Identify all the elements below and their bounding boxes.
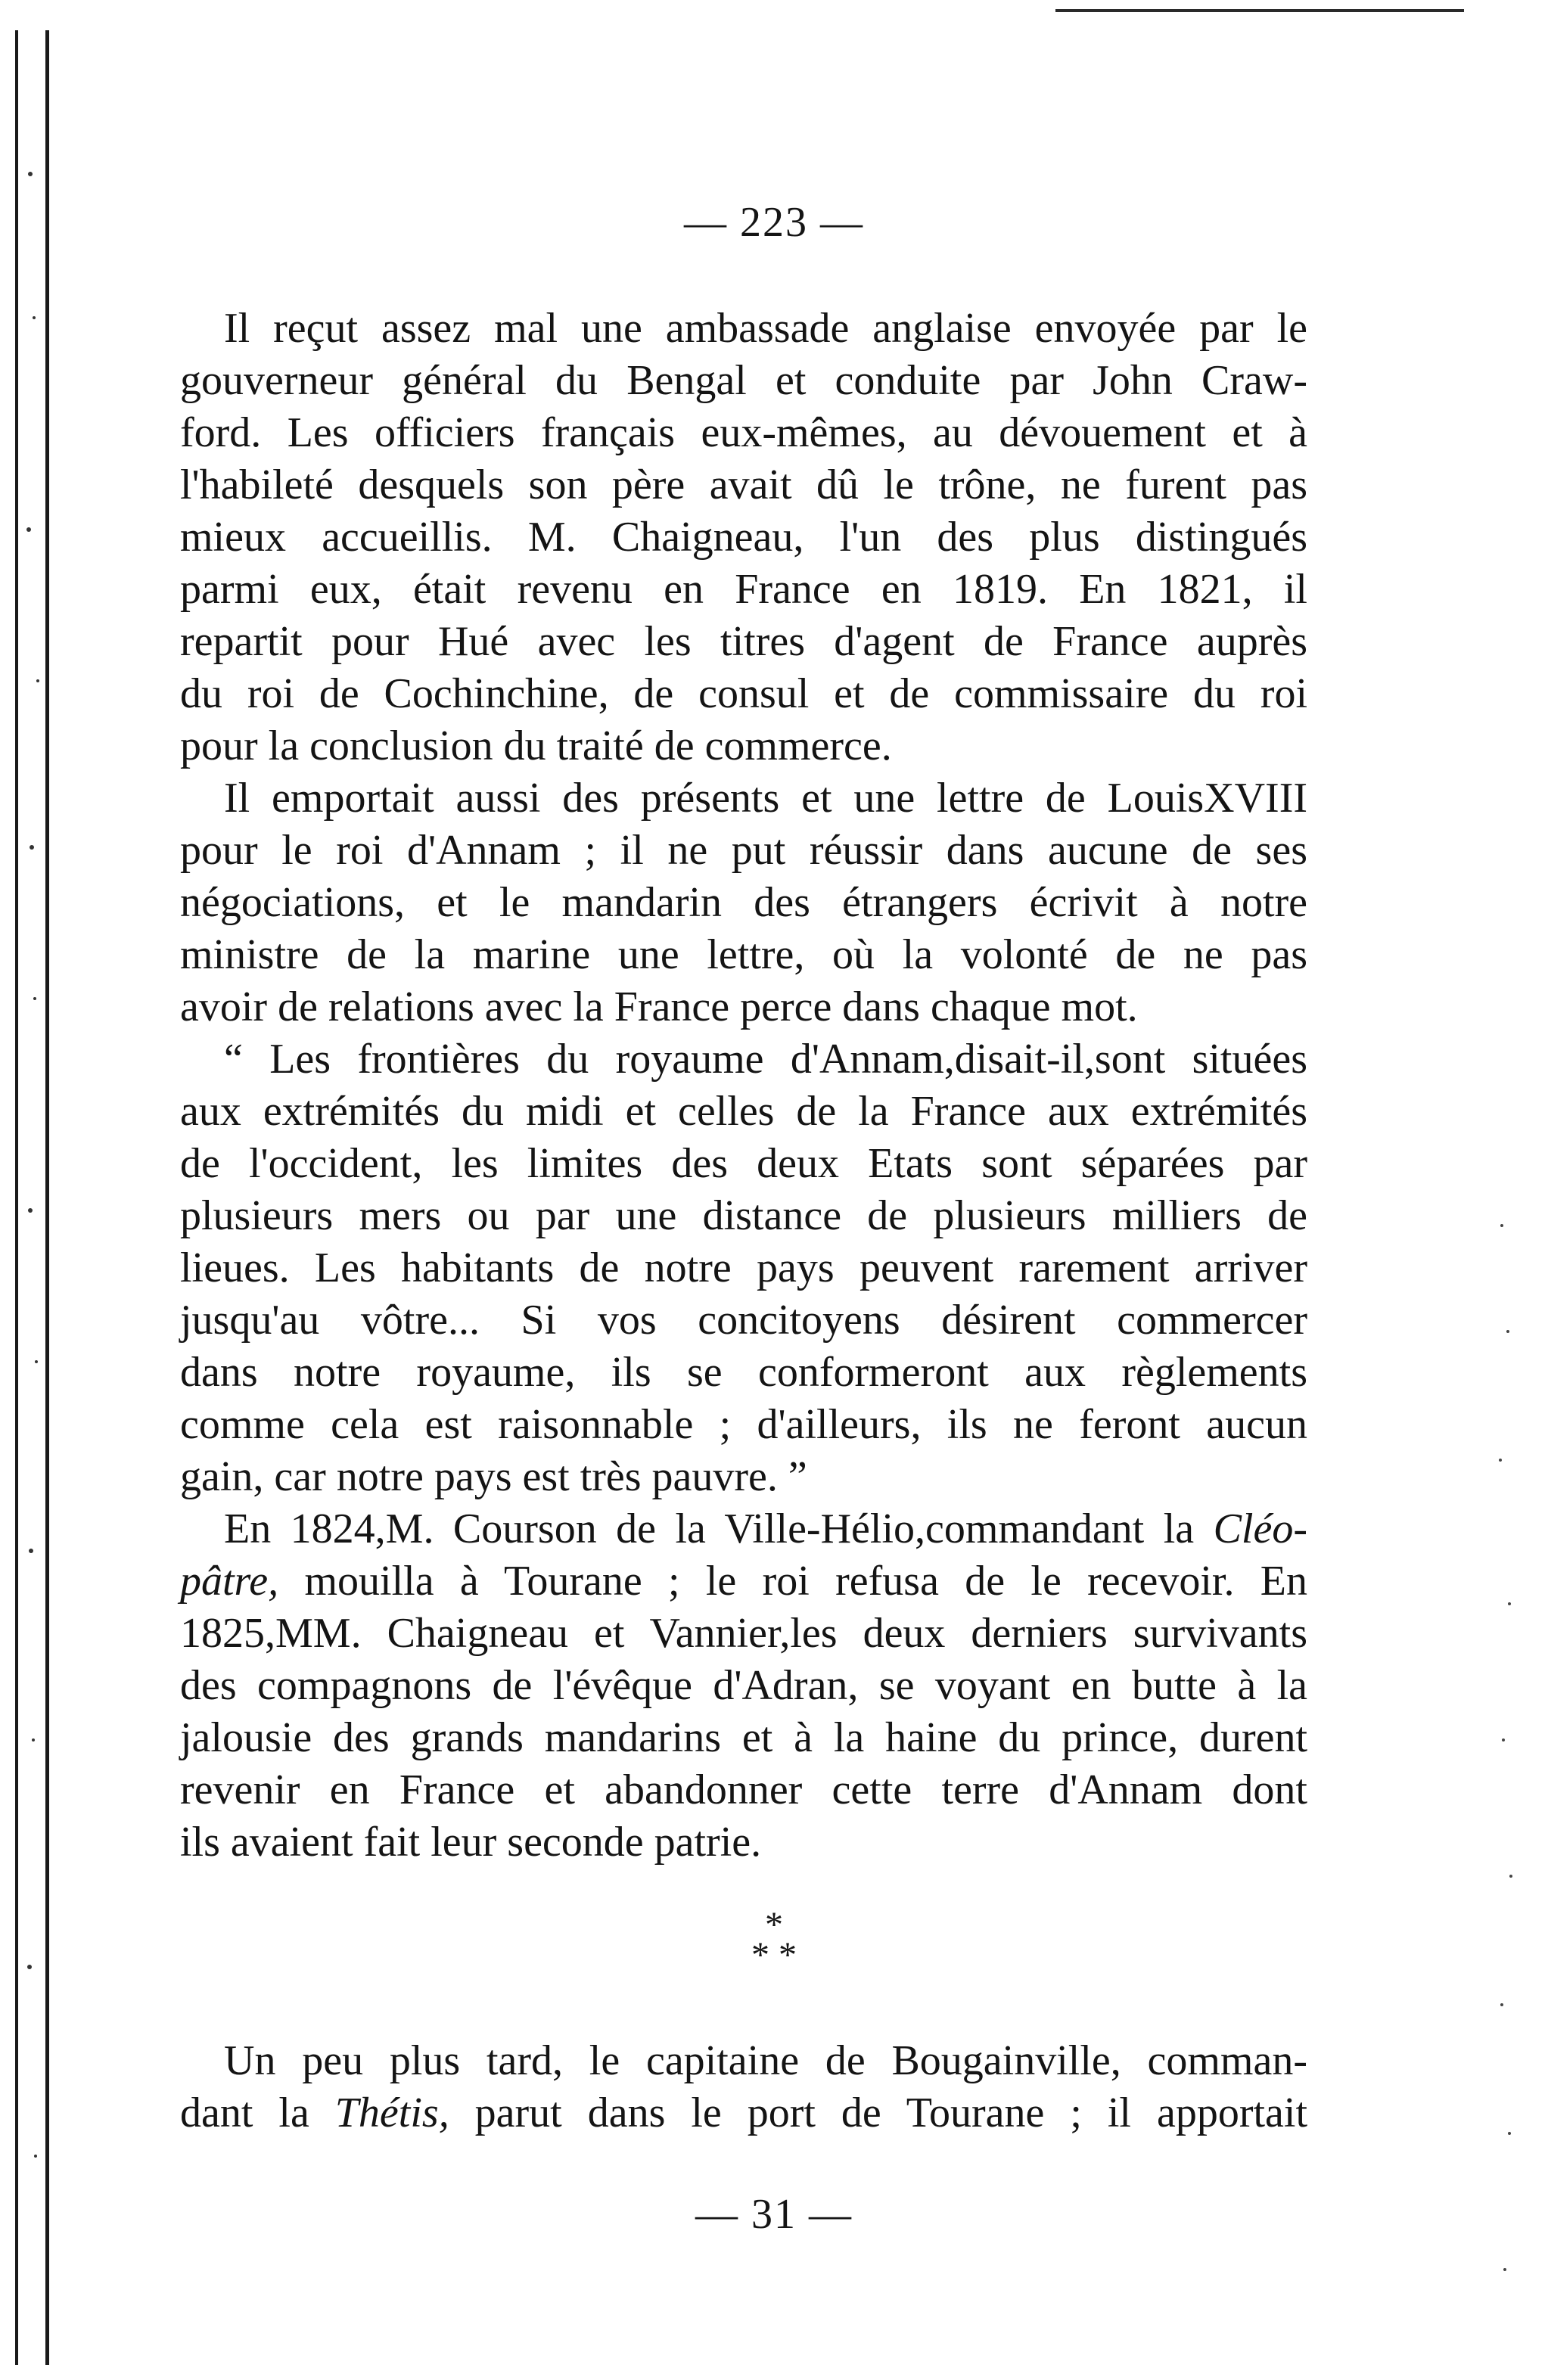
text-line: des compagnons de l'évêque d'Adran, se voyant en butte à la — [180, 1662, 1307, 1709]
paragraph-4 — [180, 1503, 1307, 1869]
text-line: avoir de relations avec la France perce dans chaque mot. — [180, 983, 1138, 1030]
text-line: du roi de Cochinchine, de consul et de commissaire du roi — [180, 670, 1307, 717]
ship-name-cleopatre-part: pâtre, — [180, 1558, 279, 1605]
binding-edge — [0, 0, 113, 2380]
text-line — [180, 1555, 1307, 1608]
text-line: gain, car notre pays est très pauvre. ” — [180, 1453, 807, 1500]
paragraph-3-quotation — [180, 1033, 1307, 1503]
text-line: “ Les frontières du royaume d'Annam,disait-il,sont situées — [224, 1036, 1307, 1083]
paragraph-2 — [180, 772, 1307, 1033]
text-line: dans notre royaume, ils se conformeront aux règlements — [180, 1349, 1307, 1396]
text-line: 1825,MM. Chaigneau et Vannier,les deux derniers survivants — [180, 1610, 1307, 1657]
text-line: gouverneur général du Bengal et conduite par John Craw- — [180, 357, 1307, 404]
text-line: négociations, et le mandarin des étrangers écrivit à notre — [180, 879, 1307, 926]
text-run: parut dans le port de Tourane ; il apportait — [449, 2089, 1308, 2136]
text-line: repartit pour Hué avec les titres d'agent de France auprès — [180, 618, 1307, 665]
paragraph-5 — [180, 2035, 1307, 2139]
text-line — [180, 1503, 1307, 1555]
text-line: de l'occident, les limites des deux Etats sont séparées par — [180, 1140, 1307, 1187]
text-line — [180, 2087, 1307, 2139]
binding-speckle — [0, 0, 113, 2380]
ship-name-cleopatre-part: Cléo- — [1213, 1505, 1307, 1552]
text-run: mouilla à Tourane ; le roi refusa de le recevoir. En — [278, 1558, 1307, 1605]
text-line: ils avaient fait leur seconde patrie. — [180, 1819, 762, 1866]
text-line: ford. Les officiers français eux-mêmes, au dévouement et à — [180, 409, 1307, 456]
text-line: pour le roi d'Annam ; il ne put réussir dans aucune de ses — [180, 827, 1307, 874]
text-line: plusieurs mers ou par une distance de plusieurs milliers de — [180, 1192, 1307, 1239]
text-line: lieues. Les habitants de notre pays peuvent rarement arriver — [180, 1244, 1307, 1291]
text-line: aux extrémités du midi et celles de la France aux extrémités — [180, 1088, 1307, 1135]
ship-name-thetis: Thétis, — [334, 2089, 449, 2136]
top-rule — [1055, 9, 1464, 12]
text-line: jalousie des grands mandarins et à la haine du prince, durent — [180, 1714, 1307, 1761]
text-line: mieux accueillis. M. Chaigneau, l'un des plus distingués — [180, 514, 1307, 561]
text-line: jusqu'au vôtre... Si vos concitoyens désirent commercer — [180, 1297, 1307, 1344]
text-line: pour la conclusion du traité de commerce. — [180, 722, 892, 769]
text-line: comme cela est raisonnable ; d'ailleurs, ils ne feront aucun — [180, 1401, 1307, 1448]
text-line: Il emportait aussi des présents et une lettre de LouisXVIII — [224, 775, 1307, 822]
asterism-bottom: * * — [751, 1935, 797, 1975]
asterism-top: * — [765, 1905, 783, 1945]
right-margin-speckle — [1494, 1210, 1525, 2345]
text-line: Il reçut assez mal une ambassade anglaise envoyée par le — [224, 305, 1307, 352]
text-line: l'habileté desquels son père avait dû le trône, ne furent pas — [180, 461, 1307, 508]
page-number-header: — 223 — — [684, 199, 864, 246]
page-number-footer: — 31 — — [695, 2191, 853, 2238]
paragraph-1 — [180, 303, 1307, 772]
text-line: Un peu plus tard, le capitaine de Bougainville, comman- — [224, 2037, 1307, 2084]
asterism-separator — [0, 1905, 1548, 1975]
text-line: ministre de la marine une lettre, où la volonté de ne pas — [180, 931, 1307, 978]
text-line: revenir en France et abandonner cette terre d'Annam dont — [180, 1766, 1307, 1813]
text-run: dant la — [180, 2089, 335, 2136]
text-line: parmi eux, était revenu en France en 1819. En 1821, il — [180, 566, 1307, 613]
text-run: En 1824,M. Courson de la Ville-Hélio,commandant la — [224, 1505, 1214, 1552]
